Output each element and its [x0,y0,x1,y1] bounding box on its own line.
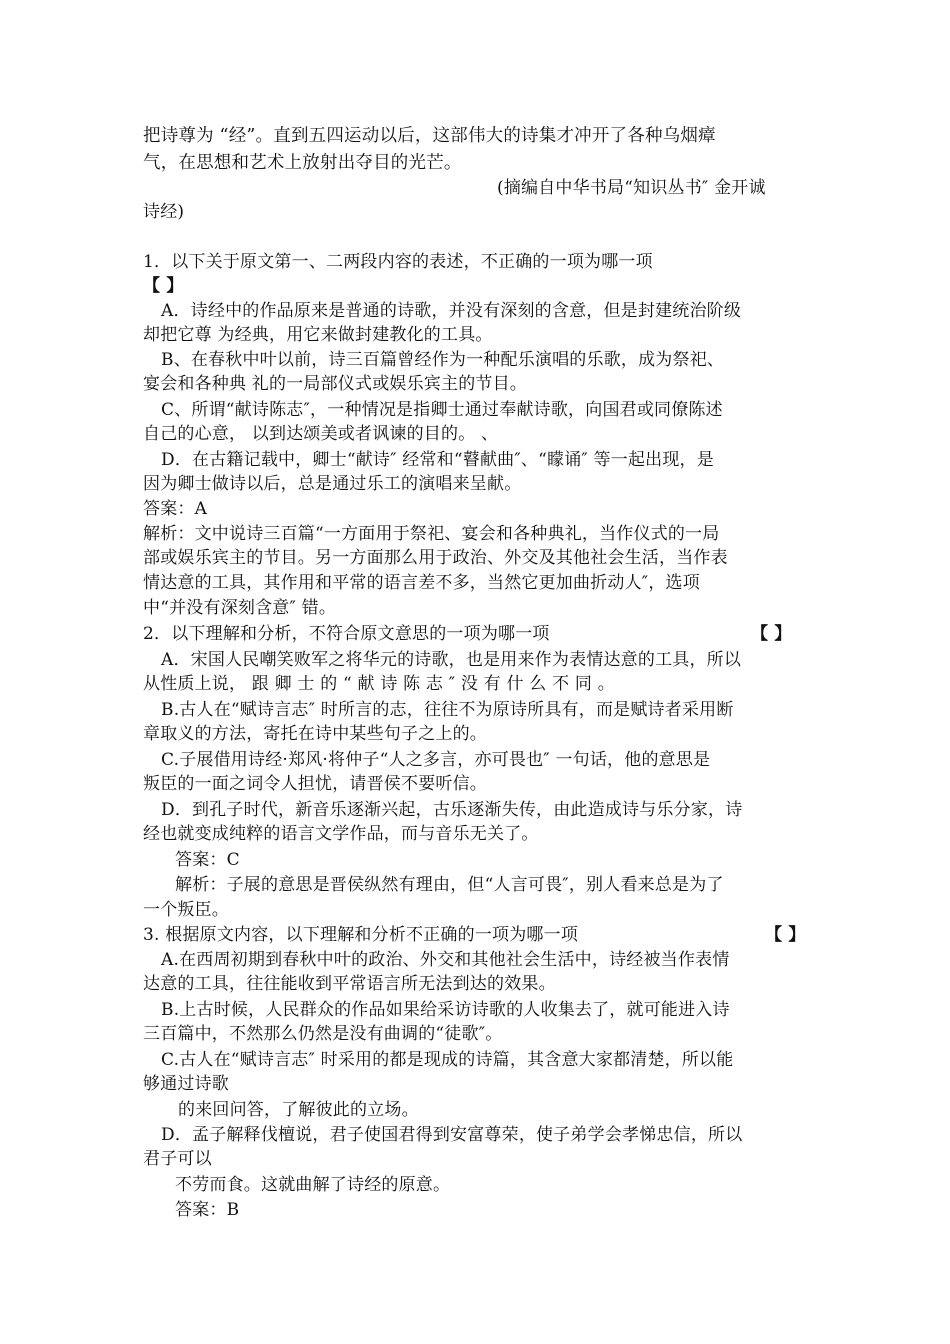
q1-explanation-line-1: 解析：文中说诗三百篇“一方面用于祭祀、宴会和各种典礼，当作仪式的一局 [143,524,720,544]
q3-stem: 3. 根据原文内容，以下理解和分析不正确的一项为哪一项 [143,925,579,945]
q3-answer: 答案：B [175,1200,240,1220]
q2-option-c-line-2: 叛臣的一面之词令人担忧，请晋侯不要听信。 [143,774,487,794]
q1-explanation-line-4: 中“并没有深刻含意″ 错。 [143,598,337,618]
q2-answer-bracket: 【 】 [751,624,792,644]
q1-explanation-line-2: 部或娱乐宾主的节目。另一方面那么用于政治、外交及其他社会生活，当作表 [143,548,728,568]
q2-option-a-line-1: A．宋国人民嘲笑败军之将华元的诗歌，也是用来作为表情达意的工具，所以 [161,650,742,670]
source-citation-line-2: 诗经) [143,202,185,222]
q2-option-b-line-2: 章取义的方法，寄托在诗中某些句子之上的。 [143,724,487,744]
q1-option-c-line-2: 自己的心意， 以到达颂美或者讽谏的目的。 、 [143,424,499,444]
q1-explanation-line-3: 情达意的工具，其作用和平常的语言差不多，当然它更加曲折动人″，选项 [143,573,700,593]
q2-option-b-line-1: B.古人在“赋诗言志″ 时所言的志，往往不为原诗所具有，而是赋诗者采用断 [161,700,734,720]
q3-option-b-line-1: B.上古时候，人民群众的作品如果给采访诗歌的人收集去了，就可能进入诗 [161,1000,730,1020]
q2-answer: 答案：C [175,850,240,870]
q2-stem: 2．以下理解和分析，不符合原文意思的一项为哪一项 [143,624,550,644]
q1-option-d-line-2: 因为卿士做诗以后，总是通过乐工的演唱来呈献。 [143,474,522,494]
q1-stem: 1．以下关于原文第一、二两段内容的表述，不正确的一项为哪一项 [143,252,653,272]
q1-option-a-line-2: 却把它尊 为经典，用它来做封建教化的工具。 [143,325,493,345]
q2-explanation-line-1: 解析：子展的意思是晋侯纵然有理由，但“人言可畏″，别人看来总是为了 [175,875,724,895]
q1-answer: 答案：A [143,499,208,519]
q2-explanation-line-2: 一个叛臣。 [143,900,229,920]
q3-option-d-line-3: 不劳而食。这就曲解了诗经的原意。 [175,1175,451,1195]
q2-option-d-line-1: D．到孔子时代，新音乐逐渐兴起，古乐逐渐失传，由此造成诗与乐分家，诗 [161,800,743,820]
q1-option-b-line-1: B、在春秋中叶以前，诗三百篇曾经作为一种配乐演唱的乐歌，成为祭祀、 [161,350,725,370]
q3-option-d-line-2: 君子可以 [143,1149,212,1169]
q3-option-b-line-2: 三百篇中，不然那么仍然是没有曲调的“徒歌″。 [143,1024,503,1044]
q2-option-d-line-2: 经也就变成纯粹的语言文学作品，而与音乐无关了。 [143,824,539,844]
q3-option-c-line-2: 够通过诗歌 [143,1074,229,1094]
q3-option-a-line-1: A.在西周初期到春秋中叶的政治、外交和其他社会生活中，诗经被当作表情 [161,950,730,970]
q1-option-c-line-1: C、所谓“献诗陈志″，一种情况是指卿士通过奉献诗歌，向国君或同僚陈述 [161,400,723,420]
intro-line-2: 气，在思想和艺术上放射出夺目的光芒。 [143,153,462,173]
q3-answer-bracket: 【 】 [765,925,806,945]
source-citation-line-1: (摘编自中华书局“知识丛书″ 金开诚 [497,178,766,198]
q1-answer-bracket: 【 】 [143,276,184,296]
intro-line-1: 把诗尊为 “经”。直到五四运动以后，这部伟大的诗集才冲开了各种乌烟瘴 [143,126,716,146]
q3-option-c-line-1: C.古人在“赋诗言志″ 时采用的都是现成的诗篇，其含意大家都清楚，所以能 [161,1050,734,1070]
q2-option-a-line-2: 从性质上说， 跟 卿 士 的 “ 献 诗 陈 志 ″ 没 有 什 么 不 同 。 [143,674,615,694]
q3-option-c-line-3: 的来回问答，了解彼此的立场。 [178,1100,419,1120]
q1-option-a-line-1: A．诗经中的作品原来是普通的诗歌，并没有深刻的含意，但是封建统治阶级 [161,301,742,321]
q1-option-d-line-1: D．在古籍记载中，卿士“献诗″ 经常和“瞽献曲″、“矇诵″ 等一起出现，是 [161,450,714,470]
q1-option-b-line-2: 宴会和各种典 礼的一局部仪式或娱乐宾主的节目。 [143,374,528,394]
q3-option-a-line-2: 达意的工具，往往能收到平常语言所无法到达的效果。 [143,974,556,994]
q3-option-d-line-1: D．孟子解释伐檀说，君子使国君得到安富尊荣，使子弟学会孝悌忠信，所以 [161,1125,743,1145]
q2-option-c-line-1: C.子展借用诗经·郑风·将仲子“人之多言，亦可畏也″ 一句话，他的意思是 [161,750,711,770]
